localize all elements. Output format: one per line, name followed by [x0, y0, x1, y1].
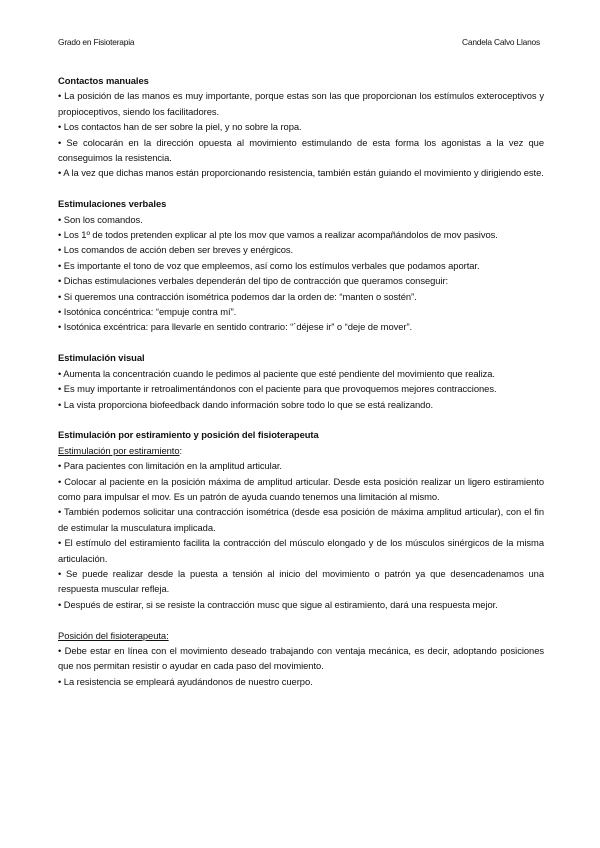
list-item: • Los 1º de todos pretenden explicar al pte los mov que vamos a realizar acompañándolos de mov pasivos. — [58, 229, 498, 241]
list-item: • A la vez que dichas manos están proporcionando resistencia, también están guiando el movimiento y dirigiendo este. — [58, 167, 544, 179]
section-verbal-stimulation — [58, 196, 544, 335]
header-author: Candela Calvo Llanos — [462, 37, 540, 47]
section-title: Estimulación visual — [58, 352, 145, 364]
list-item: • Se colocarán en la dirección opuesta al movimiento estimulando de esta forma los agonistas a la vez que conseguimos la resistencia. — [58, 136, 544, 164]
list-item: • Se puede realizar desde la puesta a tensión al inicio del movimiento o patrón ya que desencadenamos una respuesta muscular refleja. — [58, 567, 544, 595]
list-item: • Colocar al paciente en la posición máxima de amplitud articular. Desde esta posición realizar un ligero estiramiento como para impulsar el mov. Es un patrón de ayuda cuando tenemos una limitación al mismo. — [58, 475, 544, 502]
subsection-title: Estimulación por estiramiento: — [58, 444, 183, 456]
list-item: • Si queremos una contracción isométrica podemos dar la orden de: “manten o sostén”. — [58, 290, 417, 302]
list-item: • Para pacientes con limitación en la amplitud articular. — [58, 460, 282, 472]
header-course: Grado en Fisioterapia — [58, 37, 135, 47]
list-item: • También podemos solicitar una contracción isométrica (desde esa posición de máxima amplitud articular), con el fin de estimular la musculatura implicada. — [58, 506, 544, 533]
list-item: • Los contactos han de ser sobre la piel, y no sobre la ropa. — [58, 121, 302, 133]
section-title: Estimulación por estiramiento y posición del fisioterapeuta — [58, 429, 319, 441]
list-item: • Isotónica concéntrica: “empuje contra mí”. — [58, 306, 237, 318]
list-item: • Aumenta la concentración cuando le pedimos al paciente que esté pendiente del movimiento que realiza. — [58, 367, 495, 379]
subsection-title: Posición del fisioterapeuta: — [58, 629, 169, 641]
list-item: • Después de estirar, si se resiste la contracción musc que sigue al estiramiento, dará una respuesta mejor. — [58, 598, 498, 610]
list-item: • Es importante el tono de voz que empleemos, así como los estímulos verbales que podamos aportar. — [58, 259, 480, 271]
list-item: • Dichas estimulaciones verbales dependerán del tipo de contracción que queramos conseguir: — [58, 275, 449, 287]
list-item: • Los comandos de acción deben ser breves y enérgicos. — [58, 244, 294, 256]
section-stretch-stimulation — [58, 427, 544, 689]
list-item: • Son los comandos. — [58, 213, 143, 225]
list-item: • Es muy importante ir retroalimentándonos con el paciente para que provoquemos mejores contracciones. — [58, 383, 497, 395]
list-item: • Debe estar en línea con el movimiento deseado trabajando con ventaja mecánica, es decir, adoptando posiciones que nos permitan resistir o ayudar en cada paso del movimiento. — [58, 644, 544, 672]
list-item: • Isotónica excéntrica: para llevarle en sentido contrario: “´déjese ir” o “deje de mover”. — [58, 321, 413, 333]
document-body — [58, 73, 544, 705]
section-visual-stimulation — [58, 350, 544, 412]
page-header — [58, 37, 540, 47]
section-title: Contactos manuales — [58, 75, 149, 86]
list-item: • La vista proporciona biofeedback dando información sobre todo lo que se está realizando. — [58, 398, 434, 410]
list-item: • El estímulo del estiramiento facilita la contracción del músculo elongado y de los músculos sinérgicos de la misma articulación. — [58, 537, 544, 564]
section-title: Estimulaciones verbales — [58, 198, 167, 210]
list-item: • La posición de las manos es muy importante, porque estas son las que proporcionan los estímulos exteroceptivos y propioceptivos, siendo los facilitadores. — [58, 90, 544, 117]
list-item: • La resistencia se empleará ayudándonos de nuestro cuerpo. — [58, 675, 313, 687]
section-manual-contacts — [58, 73, 544, 181]
